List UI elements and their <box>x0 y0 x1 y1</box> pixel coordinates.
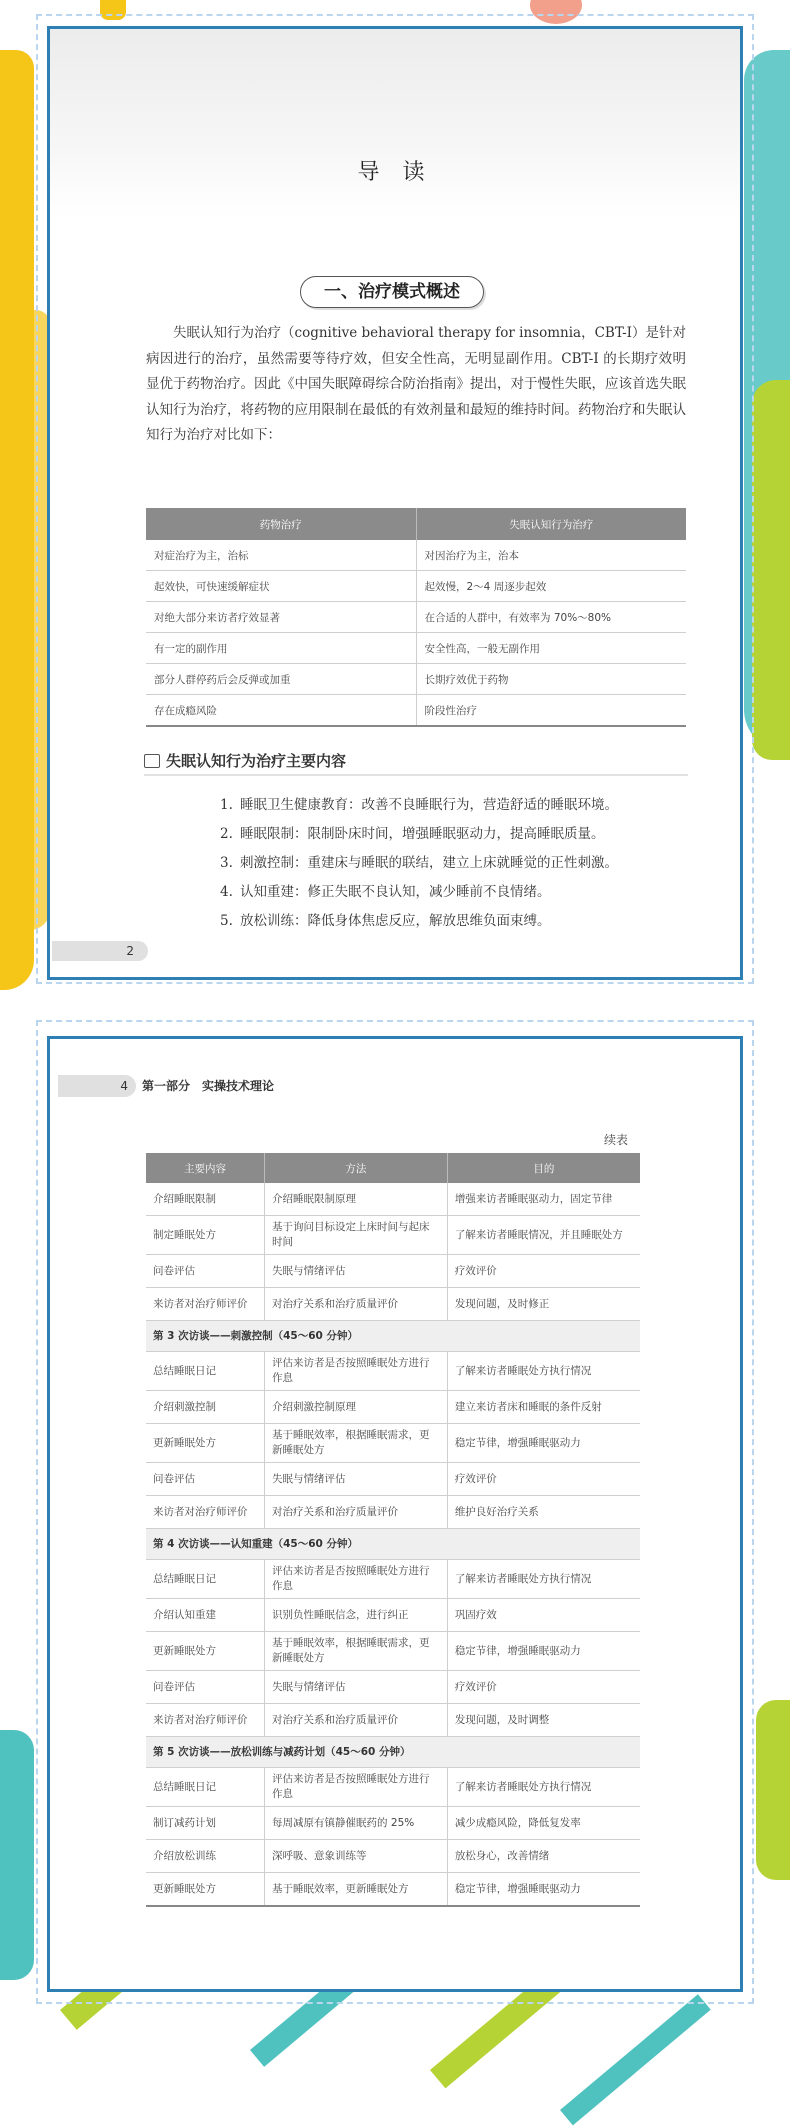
table-cell: 了解来访者睡眠处方执行情况 <box>447 1352 640 1391</box>
page2 <box>47 1036 743 1992</box>
list-item: 5. 放松训练：降低身体焦虑反应，解放思维负面束缚。 <box>220 913 551 929</box>
intro-paragraph: 失眠认知行为治疗（cognitive behavioral therapy for insomnia，CBT-I）是针对病因进行的治疗，虽然需要等待疗效，但安全性高，无明显副作用。CBT-I 的长期疗效明显优于药物治疗。因此《中国失眠障碍综合防治指南》提出，对于慢性失眠，应该首选失眠认知行为治疗，将药物的应用限制在最低的有效剂量和最短的维持时间。药物治疗和失眠认知行为治疗对比如下： <box>146 325 686 443</box>
table-cell: 对治疗关系和治疗质量评价 <box>265 1288 448 1321</box>
table-cell: 问卷评估 <box>146 1255 265 1288</box>
table-row <box>146 1560 640 1599</box>
table-cell: 了解来访者睡眠处方执行情况 <box>447 1560 640 1599</box>
table-cell: 介绍放松训练 <box>146 1840 265 1873</box>
table-section-row <box>146 1529 640 1560</box>
table-cell: 制定睡眠处方 <box>146 1216 265 1255</box>
table-cell: 发现问题，及时调整 <box>447 1704 640 1737</box>
table-row <box>146 1840 640 1873</box>
table-cell: 疗效评价 <box>447 1255 640 1288</box>
table-row <box>146 1424 640 1463</box>
table-cell: 稳定节律，增强睡眠驱动力 <box>447 1424 640 1463</box>
table-cell: 稳定节律，增强睡眠驱动力 <box>447 1873 640 1907</box>
table-cell: 了解来访者睡眠处方执行情况 <box>447 1768 640 1807</box>
table-cell: 稳定节律，增强睡眠驱动力 <box>447 1632 640 1671</box>
table-header-cell: 失眠认知行为治疗 <box>416 508 686 540</box>
table-cell: 对治疗关系和治疗质量评价 <box>265 1496 448 1529</box>
table-row <box>146 1873 640 1907</box>
table-cell: 介绍睡眠限制原理 <box>265 1183 448 1216</box>
table-cell: 介绍刺激控制 <box>146 1391 265 1424</box>
continued-label: 续表 <box>603 1133 628 1147</box>
page-number: 2 <box>52 941 148 961</box>
header-background <box>50 29 740 219</box>
subsection-title: 失眠认知行为治疗主要内容 <box>166 752 347 770</box>
table-cell: 建立来访者床和睡眠的条件反射 <box>447 1391 640 1424</box>
header-text: 第一部分 实操技术理论 <box>142 1079 275 1093</box>
table-row <box>146 1391 640 1424</box>
table-row <box>146 1599 640 1632</box>
table-row <box>146 664 686 695</box>
table-row <box>146 1671 640 1704</box>
table-cell: 失眠与情绪评估 <box>265 1255 448 1288</box>
decor-green-brush-right <box>752 380 790 760</box>
table-cell: 阶段性治疗 <box>416 695 686 727</box>
table-cell: 基于询问目标设定上床时间与起床时间 <box>265 1216 448 1255</box>
table-cell: 起效慢，2～4 周逐步起效 <box>416 571 686 602</box>
page-title: 导 读 <box>357 160 433 185</box>
table-cell: 评估来访者是否按照睡眠处方进行作息 <box>265 1560 448 1599</box>
table-row <box>146 1807 640 1840</box>
table-cell: 长期疗效优于药物 <box>416 664 686 695</box>
table-cell: 基于睡眠效率，根据睡眠需求，更新睡眠处方 <box>265 1632 448 1671</box>
table-row <box>146 1704 640 1737</box>
table-cell: 维护良好治疗关系 <box>447 1496 640 1529</box>
table-row <box>146 1496 640 1529</box>
list-item: 2. 睡眠限制：限制卧床时间，增强睡眠驱动力，提高睡眠质量。 <box>220 826 605 842</box>
table-cell: 问卷评估 <box>146 1671 265 1704</box>
table-cell: 发现问题，及时修正 <box>447 1288 640 1321</box>
table-cell: 介绍刺激控制原理 <box>265 1391 448 1424</box>
table-row <box>146 1288 640 1321</box>
comparison-table <box>146 508 686 727</box>
table-cell: 在合适的人群中，有效率为 70%～80% <box>416 602 686 633</box>
table-section-row <box>146 1321 640 1352</box>
table-cell: 放松身心，改善情绪 <box>447 1840 640 1873</box>
decor-teal-left-bottom <box>0 1730 34 1980</box>
table-cell: 介绍睡眠限制 <box>146 1183 265 1216</box>
document-icon <box>144 754 160 768</box>
table-cell: 对绝大部分来访者疗效显著 <box>146 602 416 633</box>
page1 <box>47 26 743 980</box>
table-row <box>146 633 686 664</box>
table-cell: 介绍认知重建 <box>146 1599 265 1632</box>
table-cell: 失眠与情绪评估 <box>265 1671 448 1704</box>
table-header-row <box>146 1153 640 1183</box>
table-row <box>146 1255 640 1288</box>
table-cell: 疗效评价 <box>447 1671 640 1704</box>
table-cell: 更新睡眠处方 <box>146 1873 265 1907</box>
table-cell: 有一定的副作用 <box>146 633 416 664</box>
list-item: 1. 睡眠卫生健康教育：改善不良睡眠行为，营造舒适的睡眠环境。 <box>220 797 618 813</box>
table-cell: 总结睡眠日记 <box>146 1560 265 1599</box>
session-table <box>146 1153 640 1907</box>
subsection-divider <box>144 774 688 776</box>
table-cell: 识别负性睡眠信念，进行纠正 <box>265 1599 448 1632</box>
table-cell: 评估来访者是否按照睡眠处方进行作息 <box>265 1768 448 1807</box>
content-list <box>220 791 618 936</box>
table-row <box>146 1768 640 1807</box>
table-section-cell: 第 3 次访谈——刺激控制（45～60 分钟） <box>146 1321 640 1352</box>
decor-green-right-bottom <box>756 1700 790 1880</box>
table-header-cell: 目的 <box>447 1153 640 1183</box>
table-row <box>146 571 686 602</box>
table-cell: 评估来访者是否按照睡眠处方进行作息 <box>265 1352 448 1391</box>
table-section-cell: 第 4 次访谈——认知重建（45～60 分钟） <box>146 1529 640 1560</box>
table-row <box>146 1352 640 1391</box>
table-cell: 制订减药计划 <box>146 1807 265 1840</box>
table-cell: 对因治疗为主，治本 <box>416 540 686 571</box>
table-cell: 对症治疗为主，治标 <box>146 540 416 571</box>
table-cell: 增强来访者睡眠驱动力，固定节律 <box>447 1183 640 1216</box>
table-cell: 基于睡眠效率，根据睡眠需求，更新睡眠处方 <box>265 1424 448 1463</box>
table-header-cell: 主要内容 <box>146 1153 265 1183</box>
running-header <box>58 1075 274 1097</box>
table-row <box>146 1463 640 1496</box>
table-cell: 对治疗关系和治疗质量评价 <box>265 1704 448 1737</box>
table-cell: 安全性高，一般无副作用 <box>416 633 686 664</box>
table-cell: 每周减原有镇静催眠药的 25% <box>265 1807 448 1840</box>
table-cell: 巩固疗效 <box>447 1599 640 1632</box>
table-row <box>146 695 686 727</box>
table-cell: 部分人群停药后会反弹或加重 <box>146 664 416 695</box>
table-header-row <box>146 508 686 540</box>
table-cell: 基于睡眠效率，更新睡眠处方 <box>265 1873 448 1907</box>
table-row <box>146 1216 640 1255</box>
table-cell: 来访者对治疗师评价 <box>146 1496 265 1529</box>
table-row <box>146 540 686 571</box>
table-cell: 更新睡眠处方 <box>146 1424 265 1463</box>
section-title: 一、治疗模式概述 <box>300 276 484 308</box>
table-cell: 起效快，可快速缓解症状 <box>146 571 416 602</box>
table-section-row <box>146 1737 640 1768</box>
table-row <box>146 602 686 633</box>
table-cell: 失眠与情绪评估 <box>265 1463 448 1496</box>
header-page-number: 4 <box>58 1075 136 1097</box>
table-cell: 减少成瘾风险，降低复发率 <box>447 1807 640 1840</box>
table-header-cell: 药物治疗 <box>146 508 416 540</box>
table-cell: 来访者对治疗师评价 <box>146 1704 265 1737</box>
decor-teal-stripe-2 <box>560 1994 711 2125</box>
table-cell: 深呼吸、意象训练等 <box>265 1840 448 1873</box>
table-cell: 存在成瘾风险 <box>146 695 416 727</box>
table-cell: 了解来访者睡眠情况，并且睡眠处方 <box>447 1216 640 1255</box>
table-cell: 问卷评估 <box>146 1463 265 1496</box>
list-item: 3. 刺激控制：重建床与睡眠的联结，建立上床就睡觉的正性刺激。 <box>220 855 618 871</box>
table-cell: 总结睡眠日记 <box>146 1352 265 1391</box>
table-header-cell: 方法 <box>265 1153 448 1183</box>
subsection-heading <box>144 750 346 771</box>
table-section-cell: 第 5 次访谈——放松训练与减药计划（45～60 分钟） <box>146 1737 640 1768</box>
table-cell: 总结睡眠日记 <box>146 1768 265 1807</box>
table-row <box>146 1632 640 1671</box>
table-row <box>146 1183 640 1216</box>
table-cell: 来访者对治疗师评价 <box>146 1288 265 1321</box>
table-cell: 更新睡眠处方 <box>146 1632 265 1671</box>
table-cell: 疗效评价 <box>447 1463 640 1496</box>
list-item: 4. 认知重建：修正失眠不良认知，减少睡前不良情绪。 <box>220 884 551 900</box>
